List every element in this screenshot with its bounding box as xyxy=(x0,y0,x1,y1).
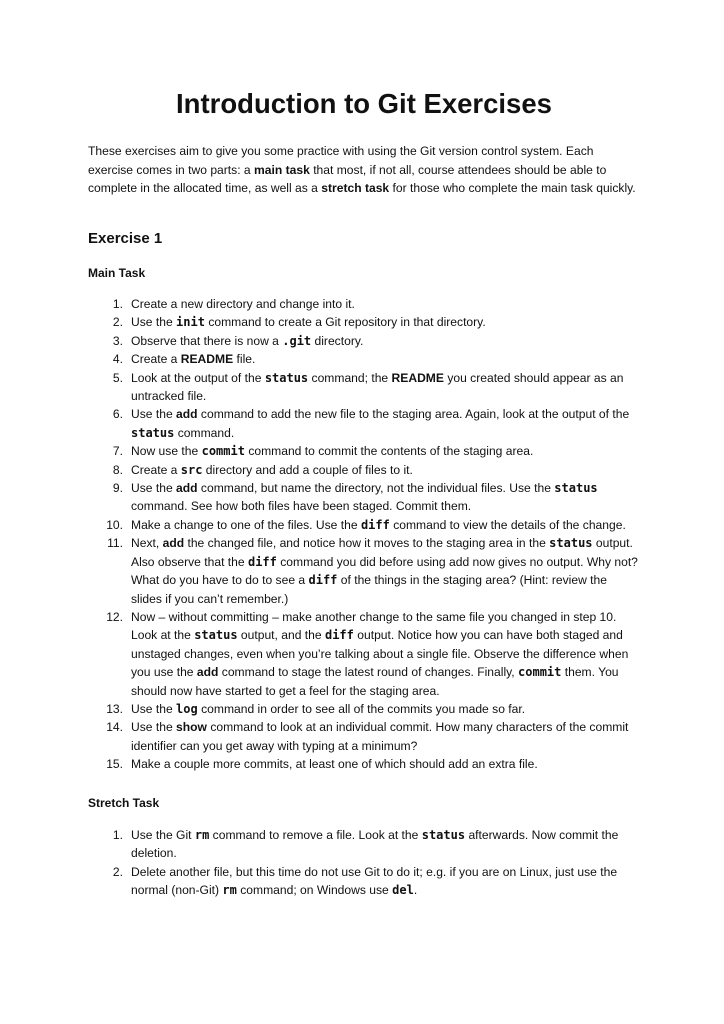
git-command: status xyxy=(131,425,175,440)
list-item xyxy=(88,608,640,700)
text-run: file. xyxy=(233,352,256,367)
text-run: Now use the xyxy=(131,444,202,459)
text-run: . xyxy=(413,883,418,898)
text-run: Use the xyxy=(131,720,177,735)
list-item-number: 12. xyxy=(106,609,123,624)
list-item-number: 7. xyxy=(112,444,123,459)
text-run: command. xyxy=(174,425,235,440)
text-run: Use the xyxy=(131,701,177,716)
text-run: command to add the new file to the staging area. Again, look at the output of the xyxy=(197,407,630,422)
list-item-number: 13. xyxy=(106,701,123,716)
git-command: rm xyxy=(194,828,210,842)
bold-term: add xyxy=(176,481,198,496)
git-command: src xyxy=(180,462,203,477)
list-item xyxy=(88,863,640,900)
text-run: These exercises aim to give you some practice with using the Git version control system. Each exercise comes in two parts: a xyxy=(88,144,594,177)
bold-term: README xyxy=(391,370,444,385)
list-item xyxy=(88,405,640,442)
list-item-number: 1. xyxy=(112,297,123,311)
list-item xyxy=(88,516,640,534)
git-command: diff xyxy=(324,628,354,643)
text-run: command; the xyxy=(308,370,392,385)
text-run: Create a new directory and change into it. xyxy=(131,297,355,311)
list-item xyxy=(88,826,640,863)
text-run: afterwards. Now commit the deletion. xyxy=(131,828,619,861)
list-item xyxy=(88,332,640,350)
text-run: Look at the output of the xyxy=(131,370,265,385)
main-task-heading: Main Task xyxy=(88,266,146,280)
list-item-number: 2. xyxy=(112,864,123,879)
list-item-number: 9. xyxy=(112,481,123,496)
text-run: command to stage the latest round of changes. Finally, xyxy=(218,665,519,680)
git-command: status xyxy=(554,481,598,496)
text-run: command you did before using add now gives no output. Why not? What do you have to do to see a xyxy=(131,554,638,588)
list-item xyxy=(88,295,640,313)
bold-term: add xyxy=(162,536,185,551)
text-run: Use the Git xyxy=(131,828,195,842)
text-run: you created should appear as an untracked file. xyxy=(131,370,624,404)
bold-term: README xyxy=(180,352,234,367)
text-run: them. You should now have started to get a feel for the staging area. xyxy=(131,665,619,698)
text-run: of the things in the staging area? (Hint: review the slides if you can’t remember.) xyxy=(131,573,607,606)
list-item xyxy=(88,534,640,608)
text-run: command. See how both files have been staged. Commit them. xyxy=(131,499,472,514)
stretch-task-list xyxy=(88,826,640,900)
git-command: status xyxy=(421,828,466,842)
git-command: diff xyxy=(247,554,277,569)
git-command: status xyxy=(194,628,238,643)
text-run: Create a xyxy=(131,462,181,477)
list-item-number: 2. xyxy=(112,315,123,330)
git-command: log xyxy=(176,701,198,716)
intro-paragraph xyxy=(88,142,640,198)
text-run: command to remove a file. Look at the xyxy=(209,828,422,842)
list-item xyxy=(88,442,640,460)
text-run: Next, xyxy=(131,536,163,551)
bold-term: main task xyxy=(254,162,310,177)
text-run: directory. xyxy=(311,333,364,348)
page-title: Introduction to Git Exercises xyxy=(176,88,552,119)
list-item xyxy=(88,755,640,773)
text-run: Create a xyxy=(131,352,181,367)
main-task-list xyxy=(88,295,640,774)
git-command: diff xyxy=(360,517,390,532)
text-run: Use the xyxy=(131,407,177,422)
bold-term: show xyxy=(176,720,207,735)
text-run: for those who complete the main task quickly. xyxy=(389,181,636,196)
git-command: diff xyxy=(308,573,338,588)
git-command: commit xyxy=(201,444,245,459)
git-command: del xyxy=(392,883,414,898)
text-run: Use the xyxy=(131,481,177,496)
text-run: Make a change to one of the files. Use the xyxy=(131,517,361,532)
list-item-number: 1. xyxy=(112,828,123,842)
list-item xyxy=(88,718,640,755)
list-item-number: 8. xyxy=(112,462,123,477)
text-run: the changed file, and notice how it moves to the staging area in the xyxy=(184,536,550,551)
text-run: command to commit the contents of the staging area. xyxy=(244,444,534,459)
list-item xyxy=(88,369,640,406)
text-run: Use the xyxy=(131,315,177,330)
text-run: directory and add a couple of files to it. xyxy=(202,462,413,477)
git-command: status xyxy=(549,536,593,551)
text-run: output, and the xyxy=(237,628,325,643)
text-run: command; on Windows use xyxy=(236,883,393,898)
git-command: init xyxy=(176,315,205,330)
text-run: Observe that there is now a xyxy=(131,333,283,348)
list-item-number: 11. xyxy=(107,536,123,551)
stretch-task-heading: Stretch Task xyxy=(88,796,160,810)
text-run: command, but name the directory, not the individual files. Use the xyxy=(197,481,555,496)
git-command: status xyxy=(264,370,309,385)
text-run: Make a couple more commits, at least one of which should add an extra file. xyxy=(131,757,538,772)
text-run: command to create a Git repository in that directory. xyxy=(204,315,486,330)
git-command: .git xyxy=(282,333,312,348)
list-item-number: 10. xyxy=(106,517,123,532)
git-command: rm xyxy=(222,883,237,898)
text-run: command to view the details of the change. xyxy=(389,517,626,532)
list-item xyxy=(88,461,640,479)
exercise-heading: Exercise 1 xyxy=(88,230,163,247)
text-run: command in order to see all of the commits you made so far. xyxy=(197,701,526,716)
list-item-number: 15. xyxy=(106,757,123,772)
list-item-number: 6. xyxy=(112,407,123,422)
text-run: output. Notice how you can have both staged and unstaged changes, even when you’re talking about a single file. Observe the difference when you use the xyxy=(131,628,629,680)
list-item xyxy=(88,350,640,368)
bold-term: add xyxy=(176,407,198,422)
text-run: output. Also observe that the xyxy=(131,536,633,569)
bold-term: stretch task xyxy=(321,181,390,196)
text-run: Now – without committing – make another change to the same file you changed in step 10. Look at the xyxy=(131,609,617,643)
list-item-number: 3. xyxy=(112,333,123,348)
list-item-number: 5. xyxy=(112,370,123,385)
list-item xyxy=(88,479,640,516)
git-command: commit xyxy=(518,665,562,680)
list-item xyxy=(88,700,640,718)
bold-term: add xyxy=(196,665,219,680)
text-run: command to look at an individual commit. How many characters of the commit identifier can you get away with typing at a minimum? xyxy=(131,720,629,753)
list-item-number: 4. xyxy=(112,352,123,367)
list-item-number: 14. xyxy=(106,720,123,735)
text-run: Delete another file, but this time do not use Git to do it; e.g. if you are on Linux, just use the normal (non-Git) xyxy=(131,864,618,898)
list-item xyxy=(88,313,640,331)
text-run: that most, if not all, course attendees should be able to complete in the allocated time, as well as a xyxy=(88,162,607,196)
